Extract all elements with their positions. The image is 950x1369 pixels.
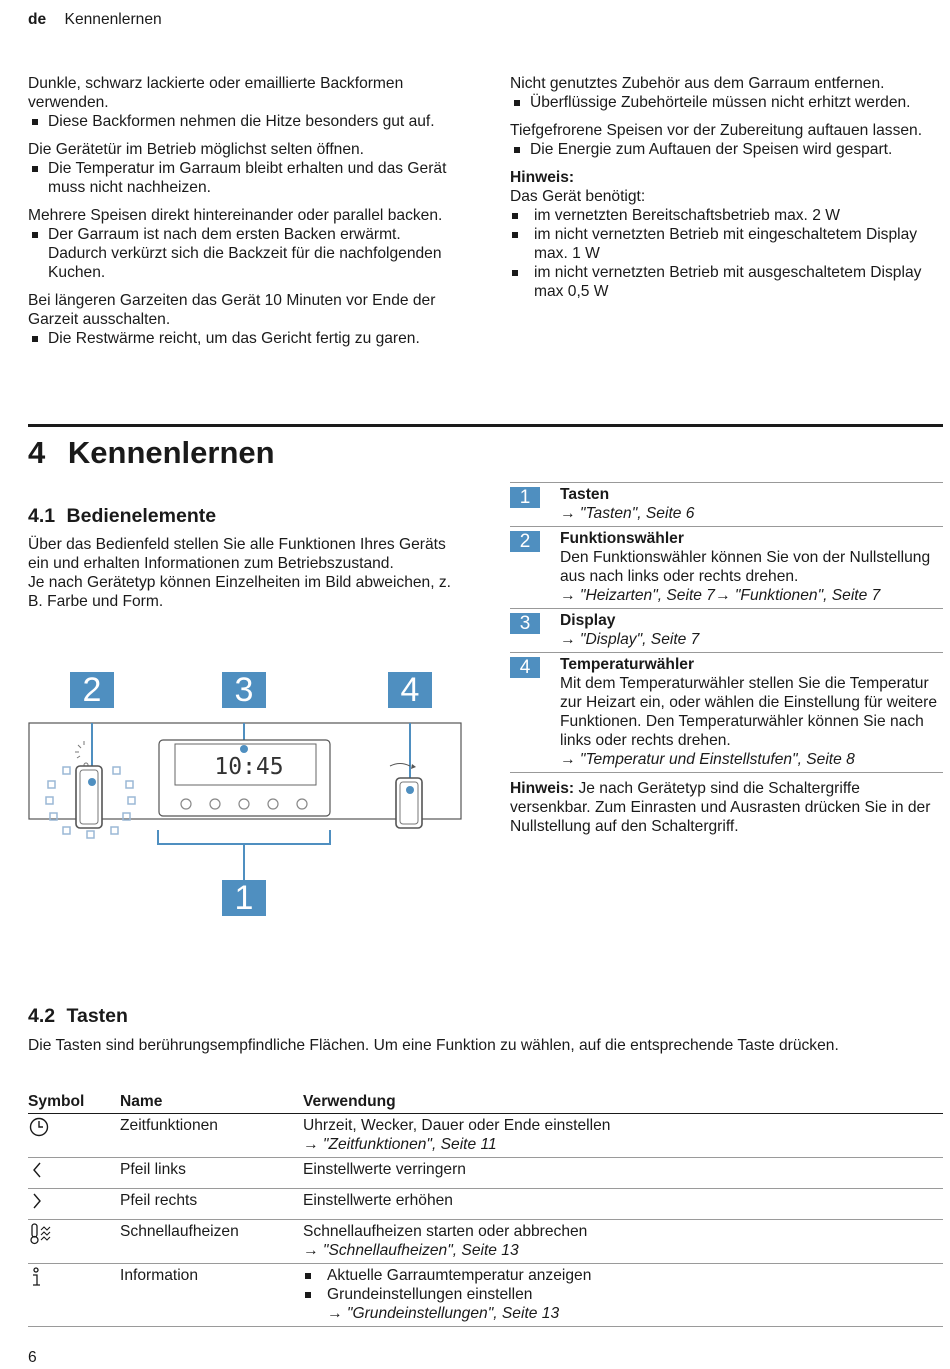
table-row [28, 1158, 943, 1189]
chapter-divider [28, 424, 943, 427]
tip-bullet: Die Restwärme reicht, um das Gericht fertig zu garen. [28, 329, 458, 348]
key-ref: → "Grundeinstellungen", Seite 13 [327, 1305, 560, 1322]
figure-label-2: 2 [70, 672, 114, 708]
legend-item [510, 609, 943, 653]
key-ref: → "Zeitfunktionen", Seite 11 [303, 1136, 497, 1153]
figure-label-4: 4 [388, 672, 432, 708]
section-4-2-intro: Die Tasten sind berührungsempfindliche Flächen. Um eine Funktion zu wählen, auf die entsprechende Taste drücken. [28, 1037, 839, 1054]
page-number: 6 [28, 1349, 37, 1366]
key-use-item: Grundeinstellungen einstellen [303, 1285, 943, 1304]
header-section: Kennenlernen [64, 11, 162, 28]
column-header: Name [120, 1090, 303, 1114]
control-panel-figure [28, 670, 464, 920]
tip-text: Tiefgefrorene Speisen vor der Zubereitung auftauen lassen. [510, 122, 923, 139]
legend-ref: → "Temperatur und Einstellstufen", Seite 8 [560, 751, 855, 768]
legend-item [510, 483, 943, 527]
legend-title: Temperaturwähler [560, 656, 695, 673]
legend-desc: Den Funktionswähler können Sie von der Nullstellung aus nach links oder rechts drehen. [560, 549, 931, 585]
section-heading-4-2 [28, 1004, 128, 1028]
table-row [28, 1264, 943, 1327]
figure-label-3: 3 [222, 672, 266, 708]
column-header: Verwendung [303, 1090, 943, 1114]
rapid-heat-icon [28, 1220, 120, 1264]
legend-ref: → "Heizarten", Seite 7 [560, 587, 715, 604]
display-time: 10:45 [214, 754, 284, 780]
info-icon [28, 1264, 120, 1327]
key-name: Pfeil links [120, 1158, 303, 1189]
legend-item [510, 653, 943, 773]
hint-item: im nicht vernetzten Betrieb mit eingeschaltetem Display max. 1 W [510, 225, 940, 263]
table-row [28, 1220, 943, 1264]
tips-left-column [28, 74, 458, 348]
chapter-title: Kennenlernen [67, 435, 275, 470]
legend-item [510, 527, 943, 609]
tip-bullet: Der Garraum ist nach dem ersten Backen erwärmt. Dadurch verkürzt sich die Backzeit für die nachfolgenden Kuchen. [28, 225, 458, 282]
tip-bullet: Die Temperatur im Garraum bleibt erhalten und das Gerät muss nicht nachheizen. [28, 159, 458, 197]
key-use: Uhrzeit, Wecker, Dauer oder Ende einstellen [303, 1117, 611, 1134]
section-title: Bedienelemente [66, 505, 217, 527]
clock-icon [28, 1114, 120, 1158]
hint-intro: Das Gerät benötigt: [510, 188, 646, 205]
chapter-heading [28, 434, 275, 472]
hint-label: Hinweis: [510, 780, 575, 797]
hint-text: Je nach Gerätetyp sind die Schaltergriffe versenkbar. Zum Einrasten und Ausrasten drücken Sie in der Nullstellung auf den Schaltergriff. [510, 780, 931, 835]
chapter-number: 4 [28, 435, 46, 470]
hint-item: im nicht vernetzten Betrieb mit ausgeschaltetem Display max 0,5 W [510, 263, 940, 301]
leader-dot-4 [406, 786, 414, 794]
legend-ref: → "Display", Seite 7 [560, 631, 700, 648]
hint-note [510, 779, 943, 836]
key-use-item: Aktuelle Garraumtemperatur anzeigen [303, 1266, 943, 1285]
legend-number: 4 [510, 657, 540, 678]
key-use: Einstellwerte erhöhen [303, 1189, 943, 1220]
tips-right-column [510, 74, 940, 301]
legend-desc: Mit dem Temperaturwähler stellen Sie die Temperatur zur Heizart ein, oder wählen die Einstellung für weitere Funktionen. Den Temperaturwähler können Sie nach links oder rechts drehen. [560, 675, 938, 749]
key-name: Information [120, 1264, 303, 1327]
legend-title: Display [560, 612, 616, 629]
section-title: Tasten [66, 1005, 128, 1027]
table-row [28, 1189, 943, 1220]
table-header-row [28, 1090, 943, 1114]
tip-bullet: Überflüssige Zubehörteile müssen nicht erhitzt werden. [510, 93, 940, 112]
table-row [28, 1114, 943, 1158]
key-name: Schnellaufheizen [120, 1220, 303, 1264]
key-name: Pfeil rechts [120, 1189, 303, 1220]
leader-dot-2 [88, 778, 96, 786]
section-number: 4.2 [28, 1005, 56, 1027]
tip-bullet: Diese Backformen nehmen die Hitze besonders gut auf. [28, 112, 458, 131]
arrow-right-icon [28, 1189, 120, 1220]
section-heading-4-1 [28, 504, 216, 528]
paragraph: Über das Bedienfeld stellen Sie alle Funktionen Ihres Geräts ein und erhalten Informationen zum Betriebszustand. [28, 536, 446, 572]
hint-label: Hinweis: [510, 169, 575, 186]
legend-title: Funktionswähler [560, 530, 684, 547]
legend-number: 2 [510, 531, 540, 552]
header-language: de [28, 11, 47, 28]
tip-text: Dunkle, schwarz lackierte oder emaillierte Backformen verwenden. [28, 75, 404, 111]
tip-text: Nicht genutztes Zubehör aus dem Garraum entfernen. [510, 75, 885, 92]
leader-dot-3 [240, 745, 248, 753]
keys-table [28, 1090, 943, 1327]
tip-text: Die Gerätetür im Betrieb möglichst selten öffnen. [28, 141, 365, 158]
page-header [28, 10, 162, 29]
legend-number: 1 [510, 487, 540, 508]
bracket-1 [158, 830, 330, 844]
tip-text: Mehrere Speisen direkt hintereinander oder parallel backen. [28, 207, 443, 224]
tip-bullet: Die Energie zum Auftauen der Speisen wird gespart. [510, 140, 940, 159]
legend-number: 3 [510, 613, 540, 634]
arrow-left-icon [28, 1158, 120, 1189]
figure-label-1: 1 [222, 880, 266, 916]
key-ref: → "Schnellaufheizen", Seite 13 [303, 1242, 519, 1259]
key-name: Zeitfunktionen [120, 1114, 303, 1158]
key-use: Einstellwerte verringern [303, 1158, 943, 1189]
column-header: Symbol [28, 1090, 120, 1114]
legend-title: Tasten [560, 486, 610, 503]
legend-ref: → "Tasten", Seite 6 [560, 505, 695, 522]
paragraph: Je nach Gerätetyp können Einzelheiten im Bild abweichen, z. B. Farbe und Form. [28, 574, 452, 610]
tip-text: Bei längeren Garzeiten das Gerät 10 Minuten vor Ende der Garzeit ausschalten. [28, 292, 436, 328]
section-4-1-body [28, 535, 456, 611]
legend-ref: → "Funktionen", Seite 7 [714, 587, 881, 604]
section-number: 4.1 [28, 505, 56, 527]
key-use: Schnellaufheizen starten oder abbrechen [303, 1223, 588, 1240]
hint-item: im vernetzten Bereitschaftsbetrieb max. 2 W [510, 206, 940, 225]
legend [510, 482, 943, 836]
